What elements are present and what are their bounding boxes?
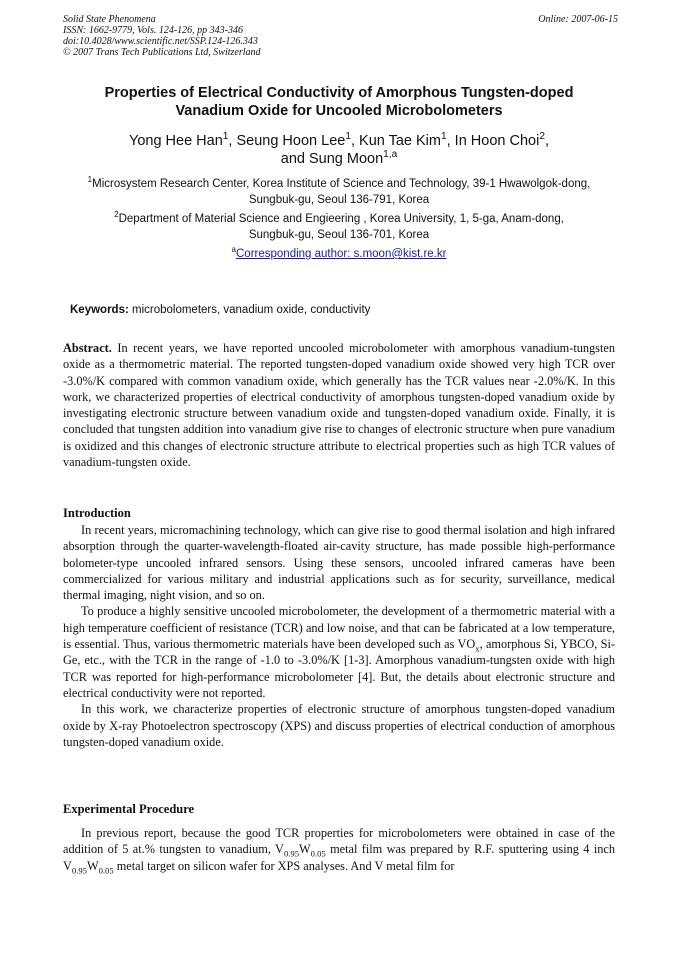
- affiliation-mark: 1: [87, 175, 93, 185]
- keywords-text: microbolometers, vanadium oxide, conductivity: [128, 304, 371, 316]
- section-heading-introduction: Introduction: [63, 506, 131, 520]
- affiliation-text: Microsystem Research Center, Korea Institute of Science and Technology, 39-1 Hwawolgok-dong,: [92, 178, 591, 190]
- author-name: , In Hoon Choi: [446, 133, 540, 149]
- affiliation-mark: 2: [114, 210, 119, 220]
- author-affiliation-mark: 1,a: [383, 149, 398, 161]
- journal-name: Solid State Phenomena: [63, 14, 156, 25]
- doi-line: doi:10.4028/www.scientific.net/SSP.124-126.343: [63, 36, 258, 47]
- affiliation-text: Sungbuk-gu, Seoul 136-701, Korea: [248, 229, 430, 241]
- author-name: , Seung Hoon Lee: [228, 133, 346, 149]
- paper-title: [40, 84, 638, 120]
- author-affiliation-mark: 1: [440, 131, 447, 143]
- author-name: and Sung Moon: [280, 151, 384, 167]
- section-heading-experimental: Experimental Procedure: [63, 802, 195, 816]
- affiliation-2: [40, 211, 638, 243]
- author-name: Yong Hee Han: [128, 133, 223, 149]
- title-line-2: Vanadium Oxide for Uncooled Microbolometers: [175, 103, 503, 119]
- corresponding-mark: a: [231, 245, 236, 255]
- paragraph: In recent years, micromachining technology, which can give rise to good thermal isolation and high infrared absorption through the quarter-wavelength-floated air-cavity structure, has made possible high-performance bolometer-type uncooled infrared sensors. Using these sensors, uncooled infrared cameras have been commercialized for various military and industrial applications such as for security, surveillance, medical thermal imaging, night vision, and so on.: [63, 523, 615, 603]
- paragraph: In previous report, because the good TCR properties for microbolometers were obtained in case of the addition of 5 at.% tungsten to vanadium, $V_{0.95}W_{0.05}$ metal film was prepared by R.F. sputtering using 4 inch $V_{0.95}W_{0.05}$ metal target on silicon wafer for XPS analyses. And V metal film for: [63, 826, 615, 876]
- abstract-label: Abstract.: [63, 341, 112, 355]
- paragraph: To produce a highly sensitive uncooled microbolometer, the development of a thermometric material with a high temperature coefficient of resistance (TCR) and low noise, and that can be fabricated at a low temperature, is essential. Thus, various thermometric materials have been developed such as $VO_x$, amorphous Si, YBCO, Si-Ge, etc., with the TCR in the range of -1.0 to -3.0%/K [1-3]. Amorphous vanadium-tungsten oxide with high TCR was reported for high-performance microbolometer [4]. But, the details about electronic structure and electrical conductivity were not reported.: [63, 604, 615, 700]
- experimental-body: [63, 825, 615, 874]
- abstract-text: In recent years, we have reported uncooled microbolometer with amorphous vanadium-tungsten oxide as a thermometric material. The reported tungsten-doped vanadium oxide showed very high TCR over -3.0%/K compared with common vanadium oxide, which generally has the TCR values near -2.0%/K. In this work, we characterized properties of electrical conductivity of amorphous tungsten-doped vanadium oxide by investigating electronic structure between vanadium oxide and tungsten-doped vanadium oxide. Finally, it is concluded that tungsten addition into vanadium give rise to changes of electronic structure when pure vanadium is oxidized and this changes of electronic structure attribute to electrical properties such as high TCR values of vanadium-tungsten oxide.: [63, 341, 615, 470]
- author-affiliation-mark: 2: [539, 131, 545, 143]
- abstract: [63, 340, 615, 470]
- author-line-1: [40, 132, 638, 150]
- author-separator: ,: [544, 133, 549, 149]
- paragraph: In this work, we characterize properties of electronic structure of amorphous tungsten-doped vanadium oxide by X-ray Photoelectron spectroscopy (XPS) and discuss properties of electrical conduction of amorphous tungsten-doped vanadium oxide.: [63, 702, 615, 749]
- affiliation-1: [40, 176, 638, 208]
- author-affiliation-mark: 1: [222, 131, 229, 143]
- title-line-1: Properties of Electrical Conductivity of Amorphous Tungsten-doped: [104, 85, 574, 101]
- introduction-body: [63, 522, 615, 750]
- issn-line: ISSN: 1662-9779, Vols. 124-126, pp 343-346: [63, 25, 243, 36]
- online-date: Online: 2007-06-15: [538, 14, 618, 25]
- affiliation-text: Department of Material Science and Engieering , Korea University, 1, 5-ga, Anam-dong,: [118, 213, 564, 225]
- author-list: [40, 132, 638, 168]
- author-affiliation-mark: 1: [345, 131, 351, 143]
- author-line-2: [40, 150, 638, 168]
- affiliation-text: Sungbuk-gu, Seoul 136-791, Korea: [248, 194, 430, 206]
- copyright-line: © 2007 Trans Tech Publications Ltd, Switzerland: [63, 47, 261, 58]
- keywords-label: Keywords:: [70, 304, 129, 316]
- keywords: [70, 304, 370, 316]
- journal-header: [63, 14, 618, 58]
- author-name: , Kun Tae Kim: [350, 133, 441, 149]
- corresponding-author-link[interactable]: Corresponding author: s.moon@kist.re.kr: [236, 248, 447, 260]
- corresponding-author: [40, 246, 638, 262]
